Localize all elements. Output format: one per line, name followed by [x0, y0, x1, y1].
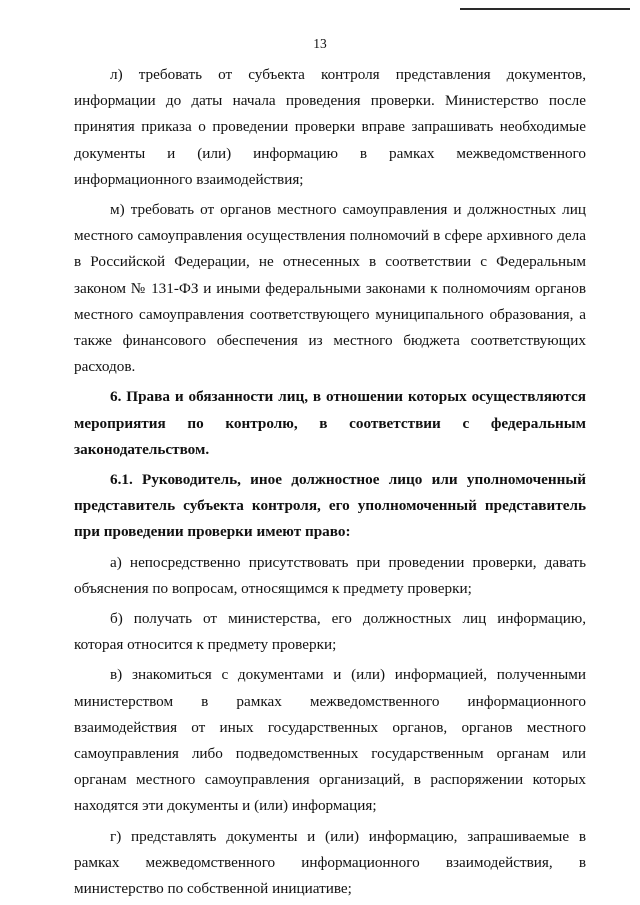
scan-edge-mark	[460, 8, 630, 10]
paragraph-item-l: л) требовать от субъекта контроля представления документов, информации до даты начала проведения проверки. Министерство после принятия приказа о проведении проверки вправе запрашивать необходимые документы и (или) информацию в рамках межведомственного информационного взаимодействия;	[74, 66, 586, 188]
document-body	[74, 62, 586, 902]
subsection-heading-6-1: 6.1. Руководитель, иное должностное лицо или уполномоченный представитель субъекта контроля, его уполномоченный представитель при проведении проверки имеют право:	[74, 471, 586, 541]
paragraph-item-a: а) непосредственно присутствовать при проведении проверки, давать объяснения по вопросам, относящимся к предмету проверки;	[74, 553, 586, 597]
paragraph-item-b: б) получать от министерства, его должностных лиц информацию, которая относится к предмету проверки;	[74, 610, 586, 654]
page-number: 13	[313, 36, 327, 51]
section-heading-6: 6. Права и обязанности лиц, в отношении которых осуществляются мероприятия по контролю, в соответствии с федеральным законодательством.	[74, 388, 586, 458]
paragraph-item-m: м) требовать от органов местного самоуправления и должностных лиц местного самоуправления осуществления полномочий в сфере архивного дела в Российской Федерации, не отнесенных в соответствии с Федеральным законом № 131-ФЗ и иными федеральными законами к полномочиям органов местного самоуправления соответствующего муниципального образования, а также финансового обеспечения из местного бюджета соответствующих расходов.	[74, 201, 586, 376]
paragraph-item-v: в) знакомиться с документами и (или) информацией, полученными министерством в рамках межведомственного информационного взаимодействия от иных государственных органов, органов местного самоуправления либо подведомственных государственным органам или органам местного самоуправления организаций, в распоряжении которых находятся эти документы и (или) информация;	[74, 666, 586, 815]
paragraph-item-g: г) представлять документы и (или) информацию, запрашиваемые в рамках межведомственного информационного взаимодействия, в министерство по собственной инициативе;	[74, 827, 586, 898]
